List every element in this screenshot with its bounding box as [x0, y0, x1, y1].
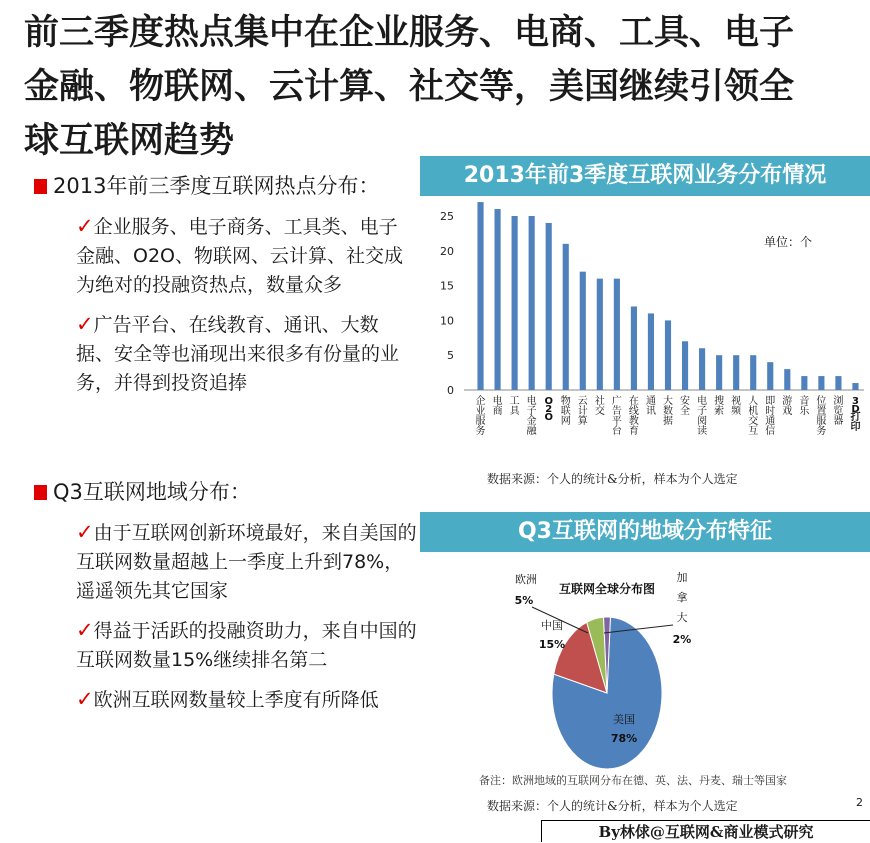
pie-label-value: 15%: [538, 638, 566, 651]
page-number: 2: [856, 796, 863, 809]
pie-chart-banner: Q3互联网的地域分布特征: [420, 512, 870, 552]
bar-音乐: [801, 376, 807, 390]
checkmark-icon: ✓: [76, 618, 94, 642]
pie-label-value: 2%: [672, 633, 692, 646]
bar-电商: [494, 209, 500, 390]
pie-label-name-char: 大: [676, 611, 688, 624]
x-tick-label: 音乐: [799, 396, 810, 417]
bar-大数据: [665, 320, 671, 390]
bar-企业服务: [477, 202, 483, 390]
x-tick-label: 在线教育: [628, 396, 639, 437]
red-square-bullet-icon: [34, 179, 47, 194]
pie-label-name: 欧洲: [515, 573, 537, 586]
checkmark-icon: ✓: [76, 214, 94, 238]
bullet-list-region: [76, 518, 420, 725]
x-tick-label: 通讯: [645, 396, 656, 417]
bar-云计算: [580, 272, 586, 390]
bar-在线教育: [631, 306, 637, 390]
checkmark-icon: ✓: [76, 312, 94, 336]
section-heading-text: Q3互联网地域分布：: [53, 480, 251, 504]
bar-位置服务: [818, 376, 824, 390]
pie-chart-source: 数据来源：个人的统计&分析，样本为个人选定: [487, 799, 738, 813]
pie-chart-note: 备注：欧洲地域的互联网分布在德、英、法、丹麦、瑞士等国家: [479, 774, 787, 787]
x-tick-label: 电子金融: [526, 396, 537, 437]
pie-label-name: 美国: [613, 713, 635, 726]
x-tick-label: 广告平台: [611, 396, 622, 437]
x-tick-label: 云计算: [577, 396, 588, 427]
x-tick-label: 安全: [680, 396, 691, 417]
bar-物联网: [563, 244, 569, 390]
checkmark-icon: ✓: [76, 520, 94, 544]
bar-通讯: [648, 313, 654, 390]
y-tick-label: 15: [440, 279, 454, 293]
bullet-item: ✓由于互联网创新环境最好，来自美国的互联网数量超越上一季度上升到78%，遥遥领先其它国家: [76, 520, 417, 602]
x-tick-label: 企业服务: [475, 396, 486, 437]
x-tick-label: 人机交互: [748, 396, 759, 437]
title-line-3: 球互联网趋势: [24, 121, 235, 161]
bar-即时通信: [767, 362, 773, 390]
bar-游戏: [784, 369, 790, 390]
bar-广告平台: [614, 279, 620, 390]
bullet-item: ✓欧洲互联网数量较上季度有所降低: [76, 687, 379, 711]
pie-label-name-char: 加: [676, 571, 688, 584]
bullet-item: ✓广告平台、在线教育、通讯、大数据、安全等也涌现出来很多有份量的业务，并得到投资追捧: [76, 312, 400, 394]
x-tick-label: 搜索: [714, 396, 725, 417]
x-tick-label: 电商: [492, 396, 503, 417]
red-square-bullet-icon: [34, 485, 47, 500]
bar-chart: [420, 198, 870, 460]
x-tick-label: 位置服务: [816, 396, 827, 437]
pie-label-name-char: 拿: [676, 591, 688, 604]
y-tick-label: 0: [447, 384, 454, 397]
x-tick-label: 工具: [509, 396, 520, 417]
bullet-list-hotspots: [76, 212, 412, 408]
x-tick-label: 即时通信: [765, 396, 776, 437]
title-line-1: 前三季度热点集中在企业服务、电商、工具、电子: [24, 13, 795, 53]
pie-chart: [500, 555, 710, 775]
pie-label-value: 78%: [610, 732, 638, 745]
x-tick-label: 物联网: [560, 396, 571, 427]
pie-title: 互联网全球分布图: [558, 582, 656, 596]
bar-O2O: [546, 223, 552, 390]
bar-chart-source: 数据来源：个人的统计&分析，样本为个人选定: [487, 472, 738, 486]
bar-人机交互: [750, 355, 756, 390]
checkmark-icon: ✓: [76, 687, 94, 711]
x-tick-label: 3 D 打印: [850, 396, 861, 433]
section-heading-text: 2013年前三季度互联网热点分布：: [53, 174, 380, 198]
title-line-2: 金融、物联网、云计算、社交等，美国继续引领全: [24, 67, 795, 107]
bar-社交: [597, 279, 603, 390]
x-tick-label: 社交: [594, 396, 605, 417]
x-tick-label: 视频: [731, 396, 742, 417]
x-tick-label: 游戏: [782, 396, 793, 417]
section-heading-hotspots: [34, 170, 379, 200]
bar-视频: [733, 355, 739, 390]
y-tick-label: 20: [440, 244, 454, 258]
page-title: [24, 6, 854, 168]
bar-工具: [512, 216, 518, 390]
x-tick-label: 大数据: [663, 396, 673, 427]
bar-电子阅读: [699, 348, 705, 390]
y-tick-label: 25: [440, 210, 454, 223]
x-tick-label: 电子阅读: [697, 396, 708, 437]
y-tick-label: 5: [447, 349, 454, 363]
pie-label-value: 5%: [514, 594, 534, 607]
y-tick-label: 10: [440, 314, 454, 328]
bar-搜索: [716, 355, 722, 390]
bar-浏览器: [835, 376, 841, 390]
bar-3D打印: [852, 383, 858, 390]
pie-label-name: 中国: [541, 619, 563, 632]
unit-label: 单位：个: [763, 235, 812, 249]
section-heading-region: [34, 476, 251, 506]
bar-电子金融: [529, 216, 535, 390]
bar-chart-banner: 2013年前3季度互联网业务分布情况: [420, 156, 870, 196]
bullet-item: ✓得益于活跃的投融资助力，来自中国的互联网数量15%继续排名第二: [76, 618, 417, 671]
x-tick-label: O 2 O: [544, 396, 553, 423]
bar-安全: [682, 341, 688, 390]
x-tick-label: 浏览器: [833, 396, 844, 427]
bullet-item: ✓企业服务、电子商务、工具类、电子金融、O2O、物联网、云计算、社交成为绝对的投融资热点，数量众多: [76, 214, 403, 296]
footer-credit: By林俅@互联网&商业模式研究: [541, 820, 870, 842]
